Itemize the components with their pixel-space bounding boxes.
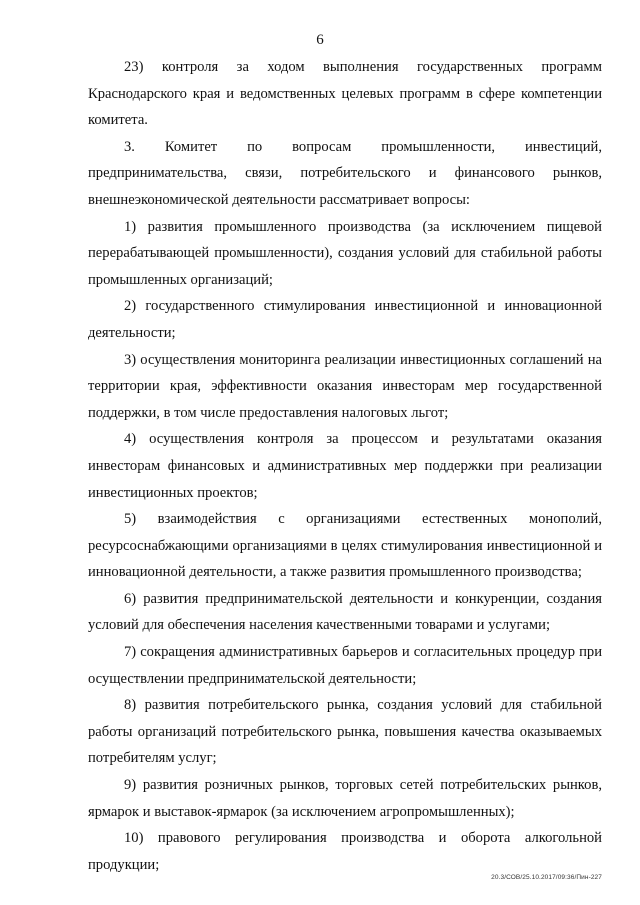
footer-document-code: 20.3/СОВ/25.10.2017/09:36/Пин-227 [491,874,602,881]
paragraph-section-3: 3. Комитет по вопросам промышленности, инвестиций, предпринимательства, связи, потребительского и финансового рынков, внешнеэкономической деятельности рассматривает вопросы: [88,138,602,208]
paragraph-item-1: 1) развития промышленного производства (за исключением пищевой перерабатывающей промышленности), создания условий для стабильной работы промышленных организаций; [88,218,602,288]
paragraph-item-3: 3) осуществления мониторинга реализации инвестиционных соглашений на территории края, эффективности оказания инвесторам мер государственной поддержки, в том числе предоставления налоговых льгот; [88,351,602,421]
paragraph-item-23: 23) контроля за ходом выполнения государственных программ Краснодарского края и ведомственных целевых программ в сфере компетенции комитета. [88,59,602,129]
paragraph-item-2: 2) государственного стимулирования инвестиционной и инновационной деятельности; [88,298,602,341]
paragraph-item-9: 9) развития розничных рынков, торговых сетей потребительских рынков, ярмарок и выставок-ярмарок (за исключением агропромышленных); [88,777,602,820]
paragraph-item-10: 10) правового регулирования производства и оборота алкогольной продукции; [88,830,602,873]
page-number: 6 [316,32,324,48]
paragraph-item-4: 4) осуществления контроля за процессом и результатами оказания инвесторам финансовых и административных мер поддержки при реализации инвестиционных проектов; [88,431,602,501]
paragraph-item-7: 7) сокращения административных барьеров и согласительных процедур при осуществлении предпринимательской деятельности; [88,644,602,687]
paragraph-item-8: 8) развития потребительского рынка, создания условий для стабильной работы организаций потребительского рынка, повышения качества оказываемых потребителям услуг; [88,697,602,767]
document-body [88,54,602,878]
paragraph-item-5: 5) взаимодействия с организациями естественных монополий, ресурсоснабжающими организациями в целях стимулирования инвестиционной и инновационной деятельности, а также развития промышленного производства; [88,511,602,581]
paragraph-item-6: 6) развития предпринимательской деятельности и конкуренции, создания условий для обеспечения населения качественными товарами и услугами; [88,590,602,634]
